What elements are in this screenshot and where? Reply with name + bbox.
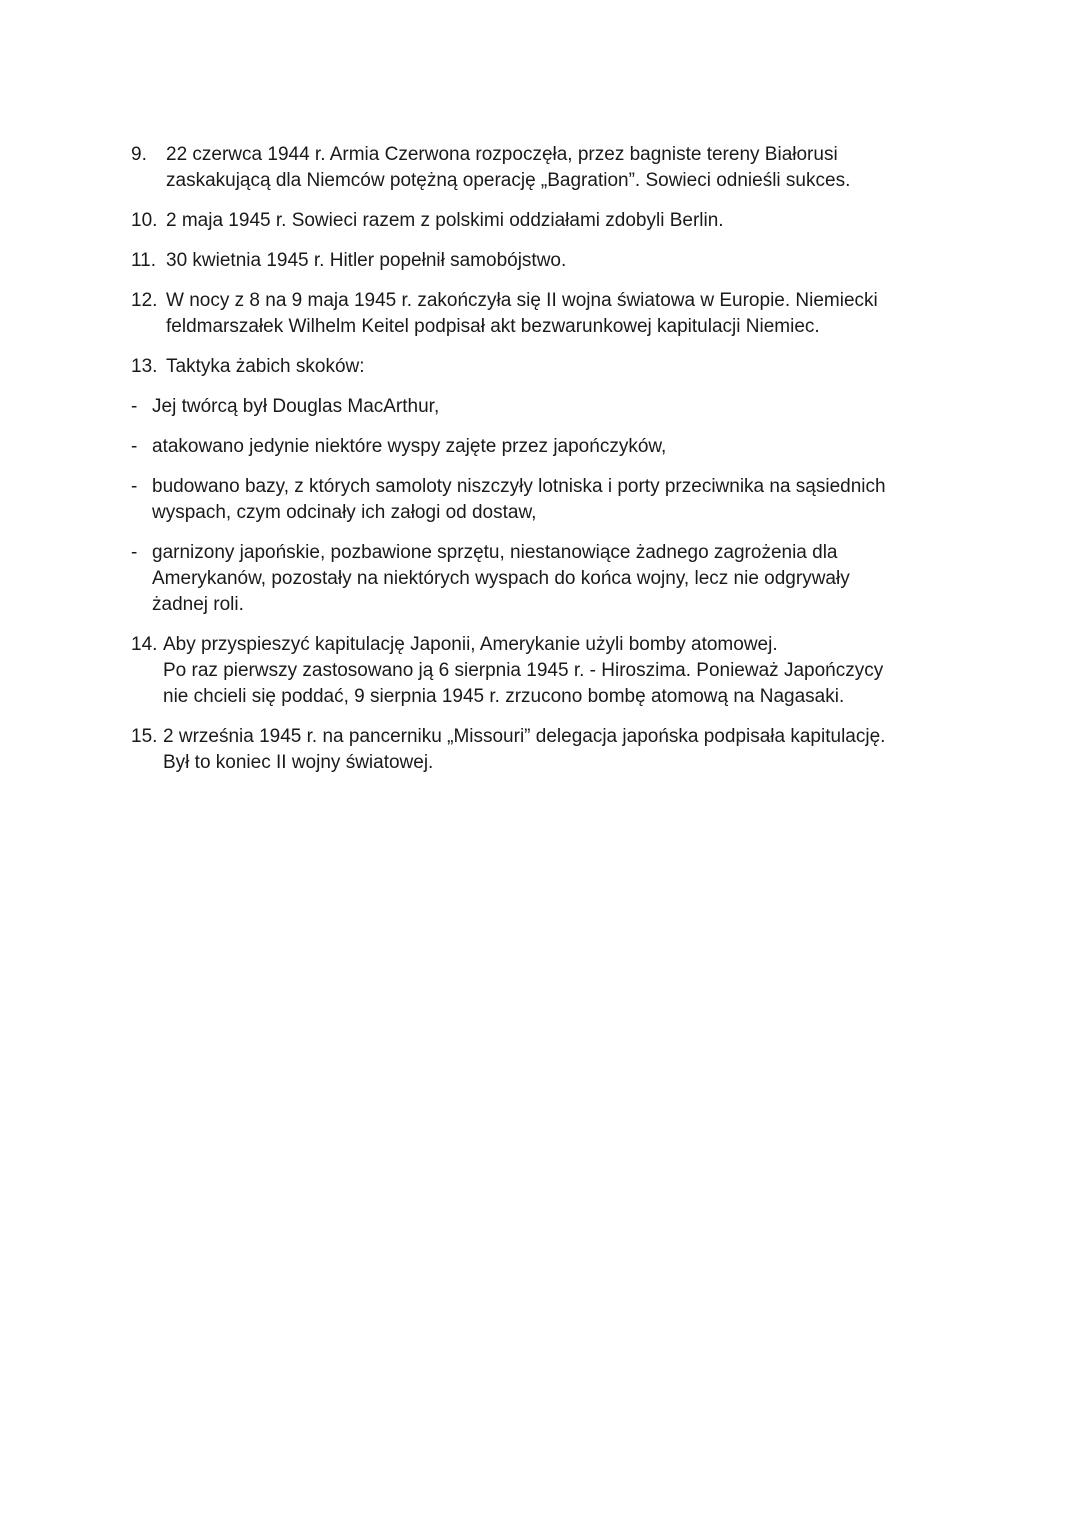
list-item-9: [131, 142, 961, 194]
list-item-12: [131, 288, 961, 340]
bullet-item: [131, 434, 961, 460]
bullet-text: [152, 540, 961, 618]
text-line: garnizony japońskie, pozbawione sprzętu, niestanowiące żadnego zagrożenia dla: [152, 542, 838, 563]
text-line: Był to koniec II wojny światowej.: [163, 752, 434, 773]
text-line: W nocy z 8 na 9 maja 1945 r. zakończyła się II wojna światowa w Europie. Niemiecki: [166, 290, 878, 311]
text-line: nie chcieli się poddać, 9 sierpnia 1945 r. zrzucono bombę atomową na Nagasaki.: [163, 686, 845, 707]
bullet-item: [131, 540, 961, 618]
list-item-text: [166, 354, 961, 380]
list-item-13: [131, 354, 961, 380]
bullet-dash: -: [131, 396, 138, 417]
list-item-number: 13.: [131, 356, 158, 377]
text-line: 2 maja 1945 r. Sowieci razem z polskimi oddziałami zdobyli Berlin.: [166, 210, 724, 231]
bullet-item: [131, 474, 961, 526]
text-line: 22 czerwca 1944 r. Armia Czerwona rozpoczęła, przez bagniste tereny Białorusi: [166, 144, 838, 165]
list-item-14: [131, 632, 961, 710]
list-item-number: 9.: [131, 144, 147, 165]
text-line: budowano bazy, z których samoloty niszczyły lotniska i porty przeciwnika na sąsiednich: [152, 476, 886, 497]
text-line: Amerykanów, pozostały na niektórych wyspach do końca wojny, lecz nie odgrywały: [152, 568, 850, 589]
list-item-number: 15.: [131, 726, 158, 747]
document-content: [131, 142, 961, 790]
list-item-number: 12.: [131, 290, 158, 311]
bullet-text: [152, 474, 961, 526]
list-item-number: 11.: [131, 250, 157, 271]
list-item-text: [166, 288, 961, 340]
text-line: Aby przyspieszyć kapitulację Japonii, Amerykanie użyli bomby atomowej.: [163, 634, 778, 655]
list-item-number: 14.: [131, 634, 158, 655]
list-item-text: [166, 142, 961, 194]
text-line: 30 kwietnia 1945 r. Hitler popełnił samobójstwo.: [166, 250, 567, 271]
list-item-11: [131, 248, 961, 274]
list-item-10: [131, 208, 961, 234]
bullet-text: [152, 394, 961, 420]
list-item-text: [166, 208, 961, 234]
text-line: żadnej roli.: [152, 594, 244, 615]
text-line: zaskakującą dla Niemców potężną operację „Bagration”. Sowieci odnieśli sukces.: [166, 170, 851, 191]
text-line: wyspach, czym odcinały ich załogi od dostaw,: [152, 502, 537, 523]
bullet-dash: -: [131, 476, 138, 497]
bullet-dash: -: [131, 542, 138, 563]
bullet-dash: -: [131, 436, 138, 457]
text-line: atakowano jedynie niektóre wyspy zajęte przez japończyków,: [152, 436, 667, 457]
bullet-text: [152, 434, 961, 460]
list-item-number: 10.: [131, 210, 158, 231]
list-item-text: [166, 248, 961, 274]
list-item-15: [131, 724, 961, 776]
text-line: 2 września 1945 r. na pancerniku „Missouri” delegacja japońska podpisała kapitulację.: [163, 726, 886, 747]
bullet-item: [131, 394, 961, 420]
text-line: Po raz pierwszy zastosowano ją 6 sierpnia 1945 r. - Hiroszima. Ponieważ Japończycy: [163, 660, 884, 681]
text-line: feldmarszałek Wilhelm Keitel podpisał akt bezwarunkowej kapitulacji Niemiec.: [166, 316, 820, 337]
text-line: Taktyka żabich skoków:: [166, 356, 365, 377]
list-item-text: [163, 632, 961, 710]
list-item-text: [163, 724, 961, 776]
text-line: Jej twórcą był Douglas MacArthur,: [152, 396, 440, 417]
